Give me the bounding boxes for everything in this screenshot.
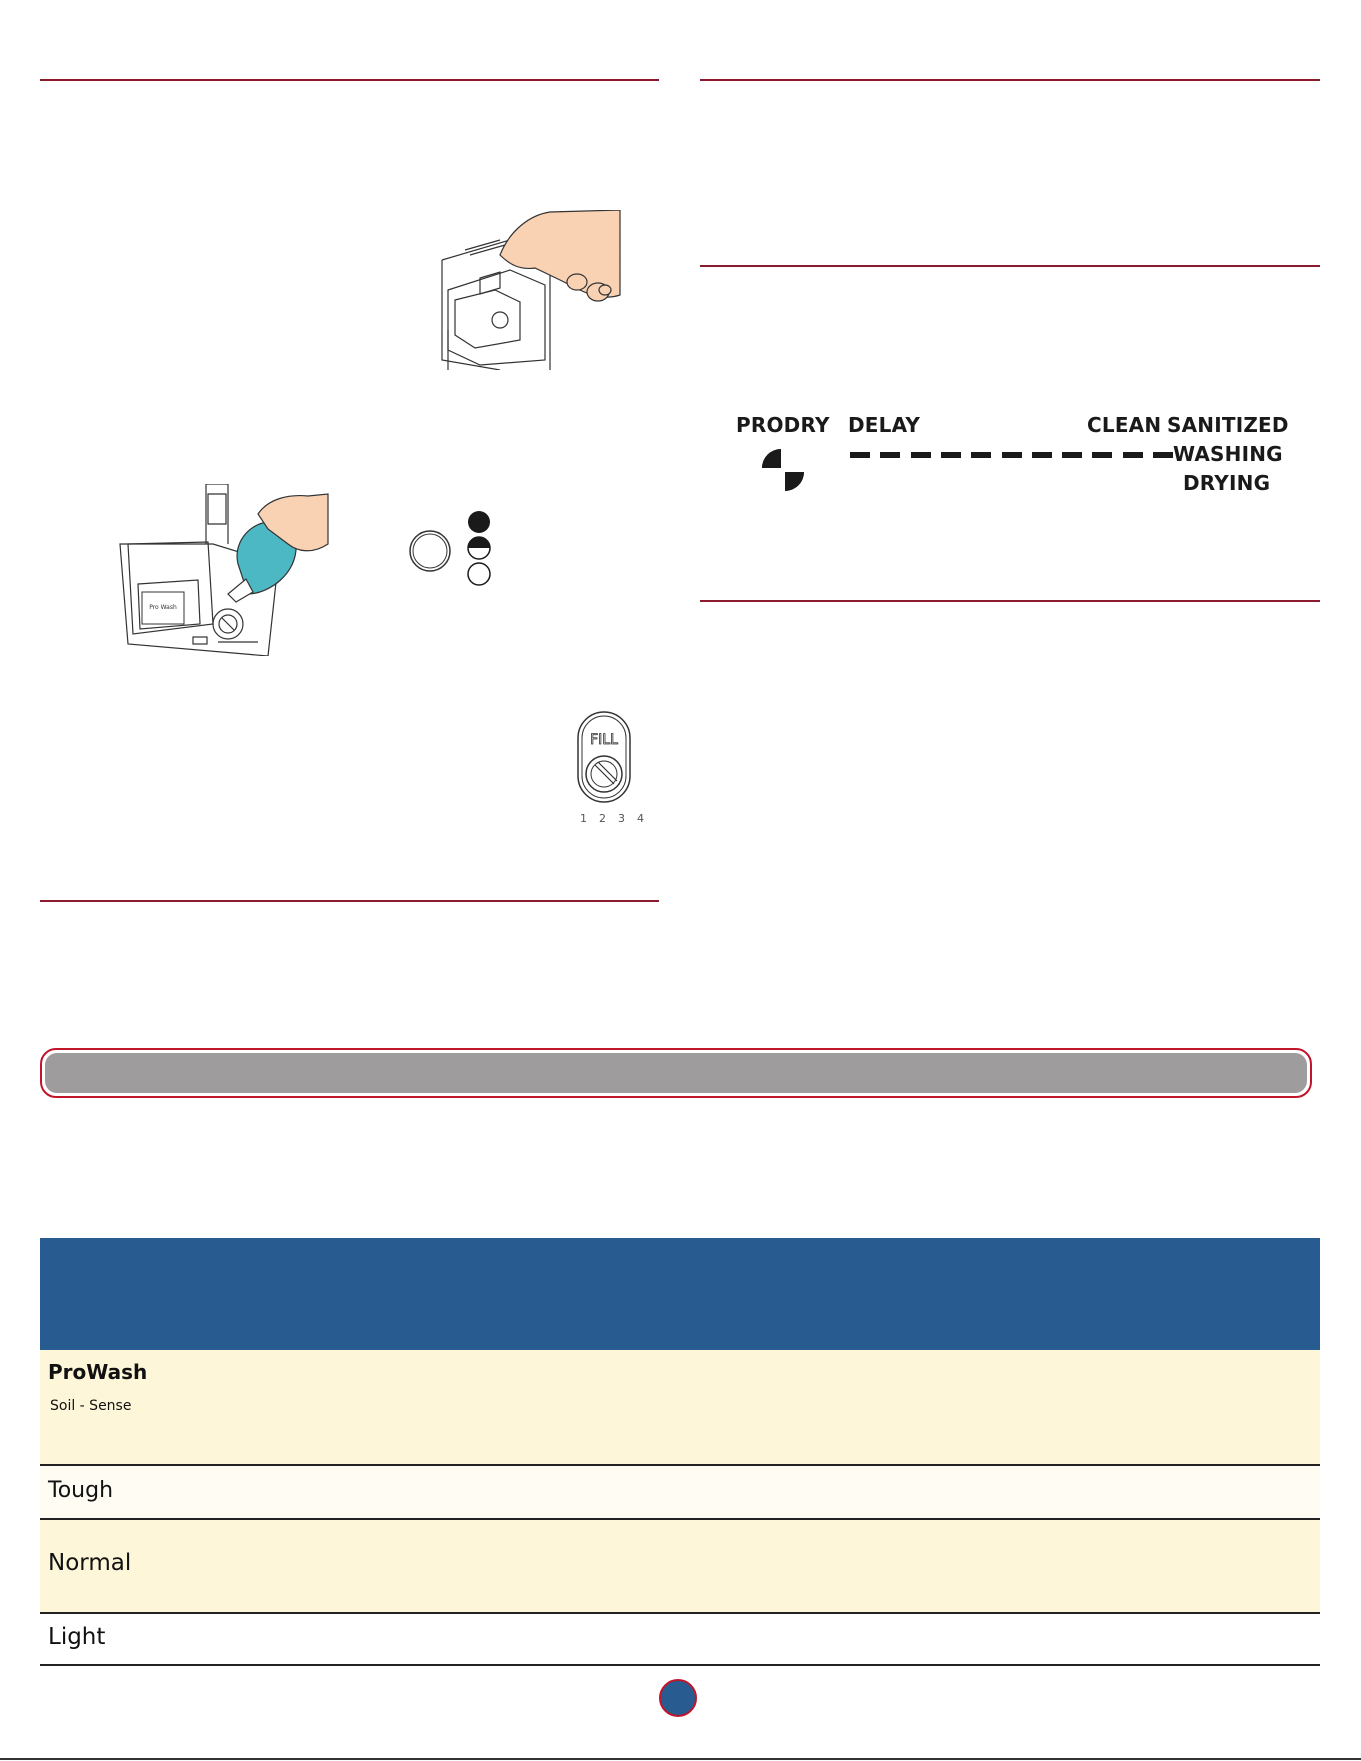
status-drying: DRYING [1183, 471, 1271, 495]
delay-dash [1123, 452, 1143, 458]
dispenser-lid-label: Pro Wash [149, 604, 177, 611]
delay-dash [1032, 452, 1052, 458]
rinse-aid-indicator-illustration [408, 506, 494, 586]
dial-fill-label: FILL [590, 732, 618, 748]
delay-dash [1153, 452, 1173, 458]
cycle-name-normal: Normal [48, 1550, 132, 1576]
cycle-name-tough: Tough [48, 1478, 114, 1503]
status-prodry: PRODRY [736, 413, 830, 437]
status-clean: CLEAN [1087, 413, 1162, 437]
section-rule-left-top [40, 79, 659, 81]
section-rule-left-bottom [40, 900, 659, 902]
section-rule-right-top [700, 79, 1320, 81]
dial-setting-1: 1 [580, 812, 587, 825]
cycle-row-normal [40, 1520, 1320, 1614]
indicator-full-dot [468, 511, 490, 533]
rinse-aid-pour-illustration [118, 484, 338, 656]
section-banner [40, 1048, 1312, 1098]
dial-setting-4: 4 [637, 812, 644, 825]
section-rule-right-lower [700, 600, 1320, 602]
status-washing: WASHING [1173, 442, 1283, 466]
delay-dash [1092, 452, 1112, 458]
indicator-empty-dot [468, 563, 490, 585]
section-rule-right-middle [700, 265, 1320, 267]
page-number-badge [659, 1679, 697, 1717]
cycle-name-light: Light [48, 1624, 106, 1650]
indicator-half-dot [468, 537, 490, 559]
cycle-table [40, 1238, 1320, 1666]
cycle-row-light [40, 1614, 1320, 1666]
section-banner-fill [45, 1053, 1307, 1093]
dispenser-open-illustration [440, 210, 660, 370]
delay-dash [941, 452, 961, 458]
cycle-row-tough [40, 1466, 1320, 1520]
delay-dash [1062, 452, 1082, 458]
delay-dash [850, 452, 870, 458]
rinse-aid-dial [558, 710, 648, 826]
cycle-subtitle-prowash: Soil - Sense [50, 1398, 132, 1414]
dial-setting-3: 3 [618, 812, 625, 825]
status-delay: DELAY [848, 413, 921, 437]
prodry-fan-icon [756, 443, 810, 497]
cycle-row-prowash [40, 1350, 1320, 1466]
delay-dash [911, 452, 931, 458]
delay-dash [971, 452, 991, 458]
cycle-name-prowash: ProWash [48, 1360, 148, 1384]
status-sanitized: SANITIZED [1167, 413, 1289, 437]
cycle-table-header [40, 1238, 1320, 1350]
dial-setting-2: 2 [599, 812, 606, 825]
footer-rule [0, 1758, 1361, 1760]
delay-dash [880, 452, 900, 458]
delay-dash [1002, 452, 1022, 458]
